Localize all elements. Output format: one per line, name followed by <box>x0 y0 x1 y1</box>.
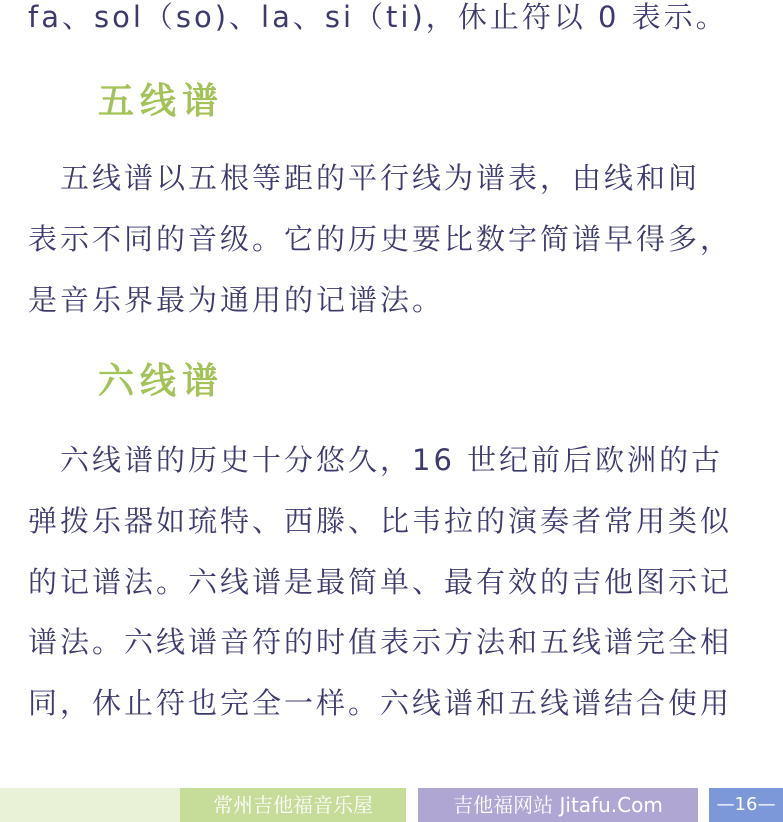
text-line: 谱法。六线谱音符的时值表示方法和五线谱完全相 <box>28 625 733 659</box>
section-heading-staff-notation: 五线谱 <box>98 81 225 122</box>
text-line: fa、sol（so)、la、si（ti)，休止符以 0 表示。 <box>28 0 728 34</box>
footer-bar-light <box>0 788 180 822</box>
footer-site-url: 吉他福网站 Jitafu.Com <box>418 788 698 822</box>
page-footer <box>0 788 783 822</box>
text-line: 六线谱的历史十分悠久，16 世纪前后欧洲的古 <box>28 443 724 477</box>
footer-site-name: 常州吉他福音乐屋 <box>180 788 406 822</box>
text-line: 同，休止符也完全一样。六线谱和五线谱结合使用 <box>28 686 733 720</box>
text-line: 的记谱法。六线谱是最简单、最有效的吉他图示记 <box>28 565 733 599</box>
section-heading-tablature: 六线谱 <box>98 361 225 402</box>
text-line: 表示不同的音级。它的历史要比数字简谱早得多， <box>28 222 733 256</box>
page-number: —16— <box>709 788 783 822</box>
text-line: 五线谱以五根等距的平行线为谱表，由线和间 <box>28 161 701 195</box>
text-line: 弹拨乐器如琉特、西滕、比韦拉的演奏者常用类似 <box>28 504 733 538</box>
text-line: 是音乐界最为通用的记谱法。 <box>28 283 445 317</box>
